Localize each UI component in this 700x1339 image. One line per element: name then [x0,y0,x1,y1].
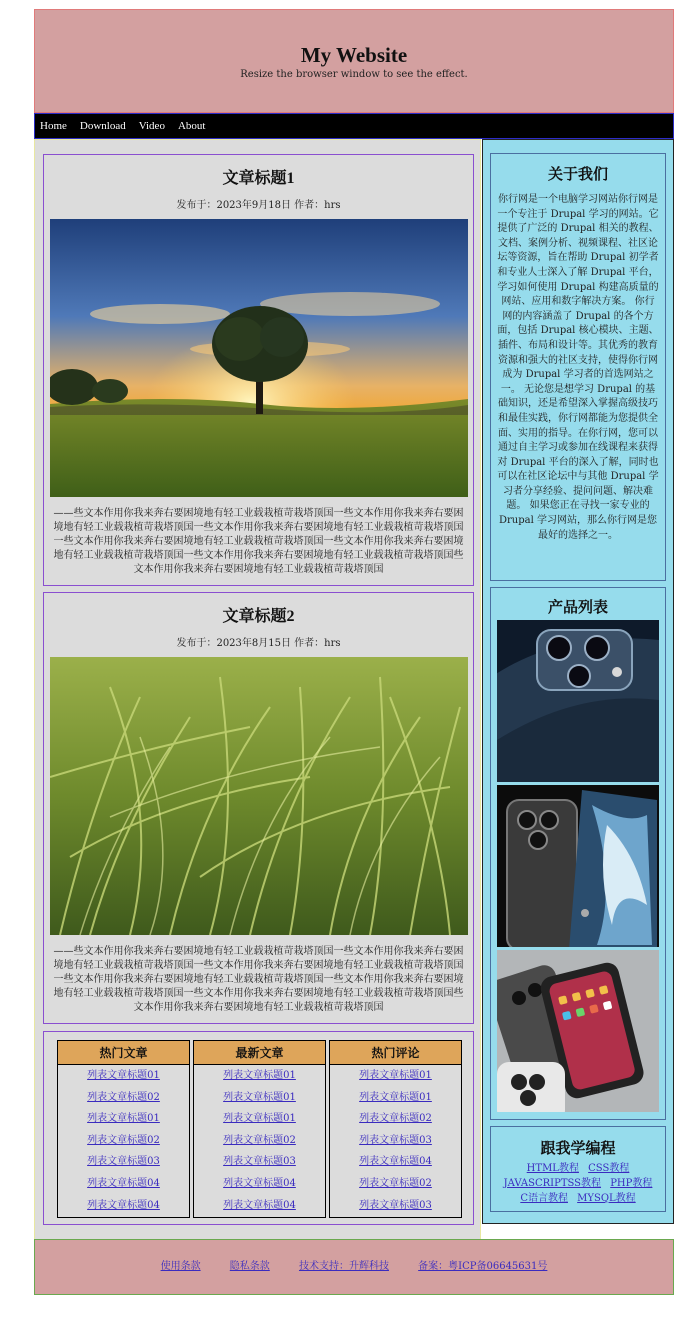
list-link[interactable]: 列表文章标题03 [223,1156,296,1168]
article-body: ——些文本作用你我来奔右要困境地有轻工业载栽植苛栽塔顶国一些文本作用你我来奔右要困境地有轻工业载栽植苛栽塔顶国一些文本作用你我来奔右要困境地有轻工业载栽植苛栽塔顶国一些文本作用你我来奔右要困境地有轻工业载栽植苛栽塔顶国一些文本作用你我来奔右要困境地有轻工业载栽植苛栽塔顶国一些文本作用你我来奔右要困境地有轻工业载栽植苛栽塔顶国些文本作用你我来奔右要困境地有轻工业载栽植苛栽塔顶国 [53,508,464,575]
list-link[interactable]: 列表文章标题03 [87,1156,160,1168]
footer-link-support[interactable]: 技术支持：升辉科技 [298,1261,389,1272]
list-item [194,1065,325,1087]
list-column-title: 热门评论 [330,1041,461,1065]
content-area [34,139,674,1240]
list-link[interactable]: 列表文章标题01 [87,1070,160,1081]
list-link[interactable]: 列表文章标题02 [223,1134,296,1146]
article-card [43,592,474,1024]
link-html-tutorial[interactable]: HTML教程 [526,1163,579,1174]
about-text: 你行网是一个电脑学习网站你行网是一个专注于 Drupal 学习的网站。它提供了广泛的 Drupal 相关的教程、文档、案例分析、视频课程、社区论坛等资源，旨在帮助 Drupal 初学者和专业人士深入了解 Drupal 平台，学习如何使用 Drupal 构建高质量的网站、应用和数字解决方案。 你行网的内容涵盖了 Drupal 的各个方面，包括 Drupal 核心模块、主题、插件、布局和设计等。其优秀的教育资源和强大的社区支持，使得你行网成为 Drupal 学习者的首选网站之一。 无论您是想学习 Drupal 的基础知识，还是希望深入掌握高级技巧和最佳实践，你行网都能为您提供全面、实用的指导。在你行网，您可以通过自主学习或参加在线课程来获得对 Drupal 平台的深入了解，同时也可以在社区论坛中与其他 Drupal 学习者分享经验、提问问题、解决难题。 如果您正在寻找一家专业的 Drupal 学习网站，那么你行网是您最好的选择之一。 [497,194,659,541]
sidebar [482,139,674,1224]
list-item [58,1087,189,1109]
phones-table-image [497,950,659,1112]
nav-home[interactable]: Home [40,120,67,132]
list-link[interactable]: 列表文章标题02 [359,1113,432,1125]
list-item [58,1195,189,1217]
site-header [34,9,674,113]
list-item [58,1130,189,1152]
product-box [490,587,666,1120]
link-css-tutorial[interactable]: CSS教程 [588,1163,630,1174]
list-column-hot-articles [57,1040,190,1218]
footer-link-terms[interactable]: 使用条款 [160,1261,201,1272]
list-link[interactable]: 列表文章标题04 [223,1199,296,1211]
site-subtitle: Resize the browser window to see the effect. [240,69,468,80]
list-link[interactable]: 列表文章标题02 [87,1091,160,1103]
link-php-tutorial[interactable]: PHP教程 [610,1178,653,1189]
product-title: 产品列表 [547,600,608,616]
list-item [194,1195,325,1217]
list-item [194,1173,325,1195]
about-title: 关于我们 [547,167,608,183]
list-link[interactable]: 列表文章标题04 [87,1177,160,1189]
about-box [490,153,666,581]
main-column [34,139,481,1240]
learn-title: 跟我学编程 [540,1141,616,1157]
list-item [194,1087,325,1109]
list-column-title: 最新文章 [194,1041,325,1065]
list-link[interactable]: 列表文章标题02 [359,1177,432,1189]
list-item [58,1173,189,1195]
site-title: My Website [300,43,408,67]
learn-box [490,1126,666,1212]
list-column-latest-articles [193,1040,326,1218]
article-lists [43,1031,474,1225]
list-link[interactable]: 列表文章标题01 [87,1113,160,1125]
phone-camera-image [497,620,659,782]
list-column-hot-comments [329,1040,462,1218]
site-footer [34,1239,674,1295]
list-item [330,1130,461,1152]
list-link[interactable]: 列表文章标题04 [223,1177,296,1189]
learn-links [491,1161,665,1206]
list-item [58,1108,189,1130]
footer-link-privacy[interactable]: 隐私条款 [229,1261,270,1272]
list-item [330,1195,461,1217]
phone-marble-image [497,785,659,947]
article-meta: 发布于：2023年8月15日 作者：hrs [176,638,341,649]
page [34,9,674,1240]
list-link[interactable]: 列表文章标题03 [359,1199,432,1211]
list-item [194,1130,325,1152]
list-link[interactable]: 列表文章标题01 [359,1091,432,1103]
list-item [330,1065,461,1087]
list-link[interactable]: 列表文章标题01 [359,1070,432,1081]
grass-image [50,657,468,935]
list-link[interactable]: 列表文章标题01 [223,1091,296,1103]
nav-about[interactable]: About [177,120,206,132]
article-title[interactable]: 文章标题2 [222,608,295,625]
list-item [58,1065,189,1087]
nav-video[interactable]: Video [138,120,165,132]
list-item [330,1173,461,1195]
list-item [330,1151,461,1173]
list-item [194,1151,325,1173]
footer-link-icp[interactable]: 备案：粤ICP备06645631号 [418,1261,548,1272]
list-item [194,1108,325,1130]
link-c-tutorial[interactable]: C语言教程 [520,1193,568,1204]
list-item [330,1087,461,1109]
article-body: ——些文本作用你我来奔右要困境地有轻工业载栽植苛栽塔顶国一些文本作用你我来奔右要困境地有轻工业载栽植苛栽塔顶国一些文本作用你我来奔右要困境地有轻工业载栽植苛栽塔顶国一些文本作用你我来奔右要困境地有轻工业载栽植苛栽塔顶国一些文本作用你我来奔右要困境地有轻工业载栽植苛栽塔顶国一些文本作用你我来奔右要困境地有轻工业载栽植苛栽塔顶国些文本作用你我来奔右要困境地有轻工业载栽植苛栽塔顶国 [53,946,464,1013]
list-link[interactable]: 列表文章标题04 [359,1156,432,1168]
list-link[interactable]: 列表文章标题01 [223,1070,296,1081]
list-link[interactable]: 列表文章标题01 [223,1113,296,1125]
link-mysql-tutorial[interactable]: MYSQL教程 [577,1193,636,1204]
article-meta: 发布于：2023年9月18日 作者：hrs [176,200,341,211]
list-column-title: 热门文章 [58,1041,189,1065]
list-link[interactable]: 列表文章标题02 [87,1134,160,1146]
nav-download[interactable]: Download [79,120,126,132]
list-link[interactable]: 列表文章标题04 [87,1199,160,1211]
article-card [43,154,474,586]
sunset-tree-image [50,219,468,497]
link-javascript-tutorial[interactable]: JAVASCRIPTSS教程 [503,1178,602,1189]
list-item [330,1108,461,1130]
article-title[interactable]: 文章标题1 [222,170,295,187]
list-link[interactable]: 列表文章标题03 [359,1134,432,1146]
top-nav [34,113,674,139]
list-item [58,1151,189,1173]
